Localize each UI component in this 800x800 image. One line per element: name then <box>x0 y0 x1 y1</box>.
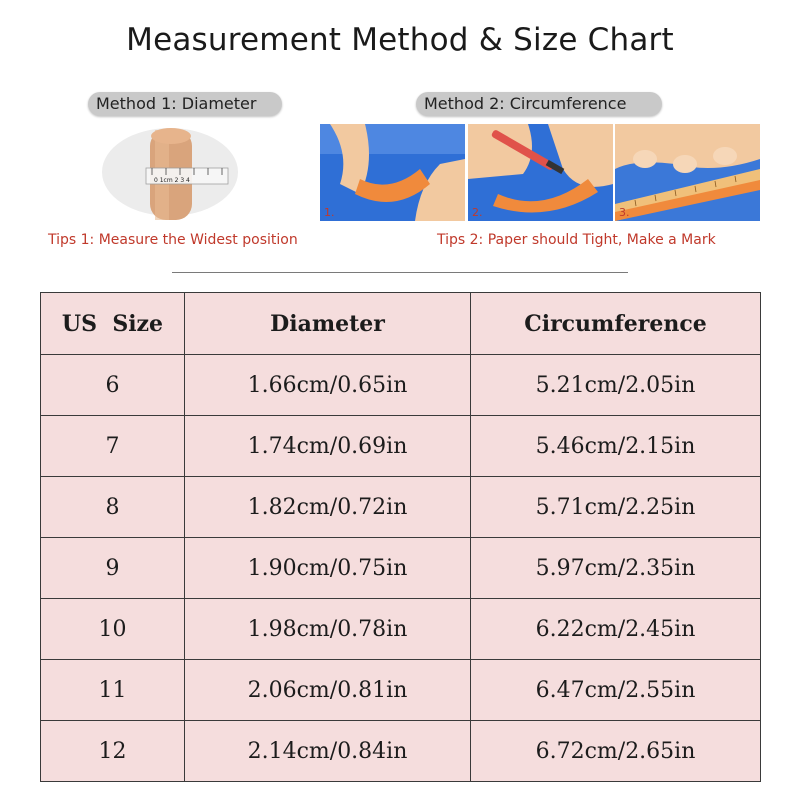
cell-diameter: 1.90cm/0.75in <box>185 538 471 599</box>
tip-2-text: Tips 2: Paper should Tight, Make a Mark <box>437 232 716 248</box>
cell-diameter: 1.98cm/0.78in <box>185 599 471 660</box>
cell-size: 11 <box>41 660 185 721</box>
cell-size: 8 <box>41 477 185 538</box>
table-row <box>41 416 761 477</box>
cell-size: 6 <box>41 355 185 416</box>
cell-circumference: 5.71cm/2.25in <box>471 477 761 538</box>
table-row <box>41 721 761 782</box>
circumference-step-2-panel <box>468 124 613 221</box>
cell-diameter: 1.74cm/0.69in <box>185 416 471 477</box>
cell-circumference: 6.72cm/2.65in <box>471 721 761 782</box>
cell-circumference: 5.21cm/2.05in <box>471 355 761 416</box>
cell-size: 7 <box>41 416 185 477</box>
cell-size: 9 <box>41 538 185 599</box>
page-title: Measurement Method & Size Chart <box>126 22 674 58</box>
step-1-number: 1. <box>324 206 335 219</box>
circumference-step-3-panel <box>615 124 760 221</box>
cell-circumference: 5.97cm/2.35in <box>471 538 761 599</box>
table-header-row <box>41 293 761 355</box>
cell-diameter: 1.82cm/0.72in <box>185 477 471 538</box>
cell-circumference: 5.46cm/2.15in <box>471 416 761 477</box>
tip-1-text: Tips 1: Measure the Widest position <box>48 232 298 248</box>
cell-size: 12 <box>41 721 185 782</box>
diameter-photo <box>100 122 240 222</box>
cell-diameter: 1.66cm/0.65in <box>185 355 471 416</box>
cell-circumference: 6.22cm/2.45in <box>471 599 761 660</box>
cell-diameter: 2.14cm/0.84in <box>185 721 471 782</box>
cell-circumference: 6.47cm/2.55in <box>471 660 761 721</box>
header-circumference: Circumference <box>471 293 761 355</box>
header-us-size: US Size <box>41 293 185 355</box>
step-2-number: 2. <box>472 206 483 219</box>
table-row <box>41 477 761 538</box>
table-row <box>41 660 761 721</box>
table-row <box>41 355 761 416</box>
table-row <box>41 599 761 660</box>
method-2-label: Method 2: Circumference <box>416 92 662 116</box>
circumference-step-1-panel <box>320 124 465 221</box>
cell-size: 10 <box>41 599 185 660</box>
table-row <box>41 538 761 599</box>
step-3-number: 3. <box>619 206 630 219</box>
cell-diameter: 2.06cm/0.81in <box>185 660 471 721</box>
size-chart-table <box>40 292 761 782</box>
ruler-scale-text: 0 1cm 2 3 4 <box>154 177 190 184</box>
method-1-label: Method 1: Diameter <box>88 92 282 116</box>
header-diameter: Diameter <box>185 293 471 355</box>
section-divider <box>172 272 628 273</box>
